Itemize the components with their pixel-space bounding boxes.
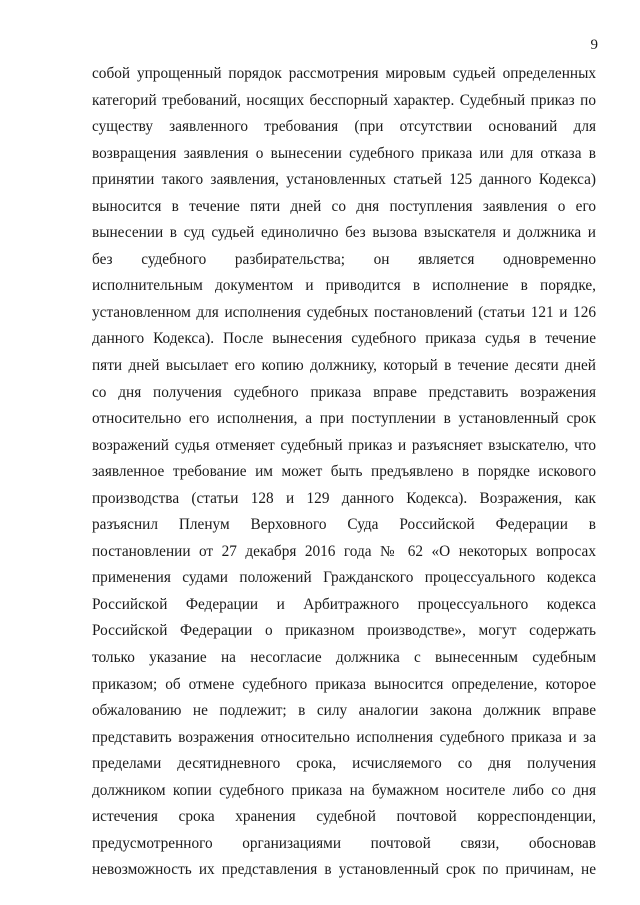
text-line: без судебного разбирательства; он является одновременно — [92, 250, 596, 268]
text-line: производства (статьи 128 и 129 данного Кодекса). Возражения, как — [92, 489, 596, 507]
text-line: разъяснил Пленум Верховного Суда Российской Федерации в — [92, 516, 596, 534]
text-line: представить возражения относительно исполнения судебного приказа и за — [92, 728, 596, 746]
text-line: только указание на несогласие должника с вынесенным судебным — [92, 649, 596, 667]
body-text — [92, 61, 596, 884]
text-line: исполнительным документом и приводится в исполнение в порядке, — [92, 277, 596, 295]
text-line: принятии такого заявления, установленных статьей 125 данного Кодекса) — [92, 171, 596, 189]
text-line: приказом; об отмене судебного приказа выносится определение, которое — [92, 675, 596, 693]
page-number: 9 — [590, 37, 598, 53]
text-line: истечения срока хранения судебной почтовой корреспонденции, — [92, 808, 596, 826]
text-line: предусмотренного организациями почтовой связи, обосновав — [92, 834, 596, 852]
text-line: обжалованию не подлежит; в силу аналогии закона должник вправе — [92, 702, 596, 720]
text-line: Российской Федерации о приказном производстве», могут содержать — [92, 622, 596, 640]
text-line: данного Кодекса). После вынесения судебного приказа судья в течение — [92, 330, 596, 348]
text-line: выносится в течение пяти дней со дня поступления заявления о его — [92, 197, 596, 215]
text-line: заявленное требование им может быть предъявлено в порядке искового — [92, 463, 596, 481]
text-line: пределами десятидневного срока, исчисляемого со дня получения — [92, 755, 596, 773]
text-line: пяти дней высылает его копию должнику, который в течение десяти дней — [92, 357, 596, 375]
text-line: категорий требований, носящих бесспорный характер. Судебный приказ по — [92, 91, 596, 109]
text-line: должником копии судебного приказа на бумажном носителе либо со дня — [92, 781, 596, 799]
text-line: относительно его исполнения, а при поступлении в установленный срок — [92, 410, 596, 428]
text-line: Российской Федерации и Арбитражного процессуального кодекса — [92, 595, 596, 613]
text-line: собой упрощенный порядок рассмотрения мировым судьей определенных — [92, 65, 596, 82]
text-line: возвращения заявления о вынесении судебного приказа или для отказа в — [92, 144, 596, 162]
text-line: установленном для исполнения судебных постановлений (статьи 121 и 126 — [92, 303, 596, 321]
text-line: существу заявленного требования (при отсутствии оснований для — [92, 118, 596, 136]
text-line: со дня получения судебного приказа вправе представить возражения — [92, 383, 596, 401]
text-line: возражений судья отменяет судебный приказ и разъясняет взыскателю, что — [92, 436, 596, 454]
text-line: невозможность их представления в установленный срок по причинам, не — [92, 861, 596, 879]
text-line: вынесении в суд судьей единолично без вызова взыскателя и должника и — [92, 224, 596, 242]
text-line: постановлении от 27 декабря 2016 года № 62 «О некоторых вопросах — [92, 542, 596, 560]
text-line: применения судами положений Гражданского процессуального кодекса — [92, 569, 596, 587]
